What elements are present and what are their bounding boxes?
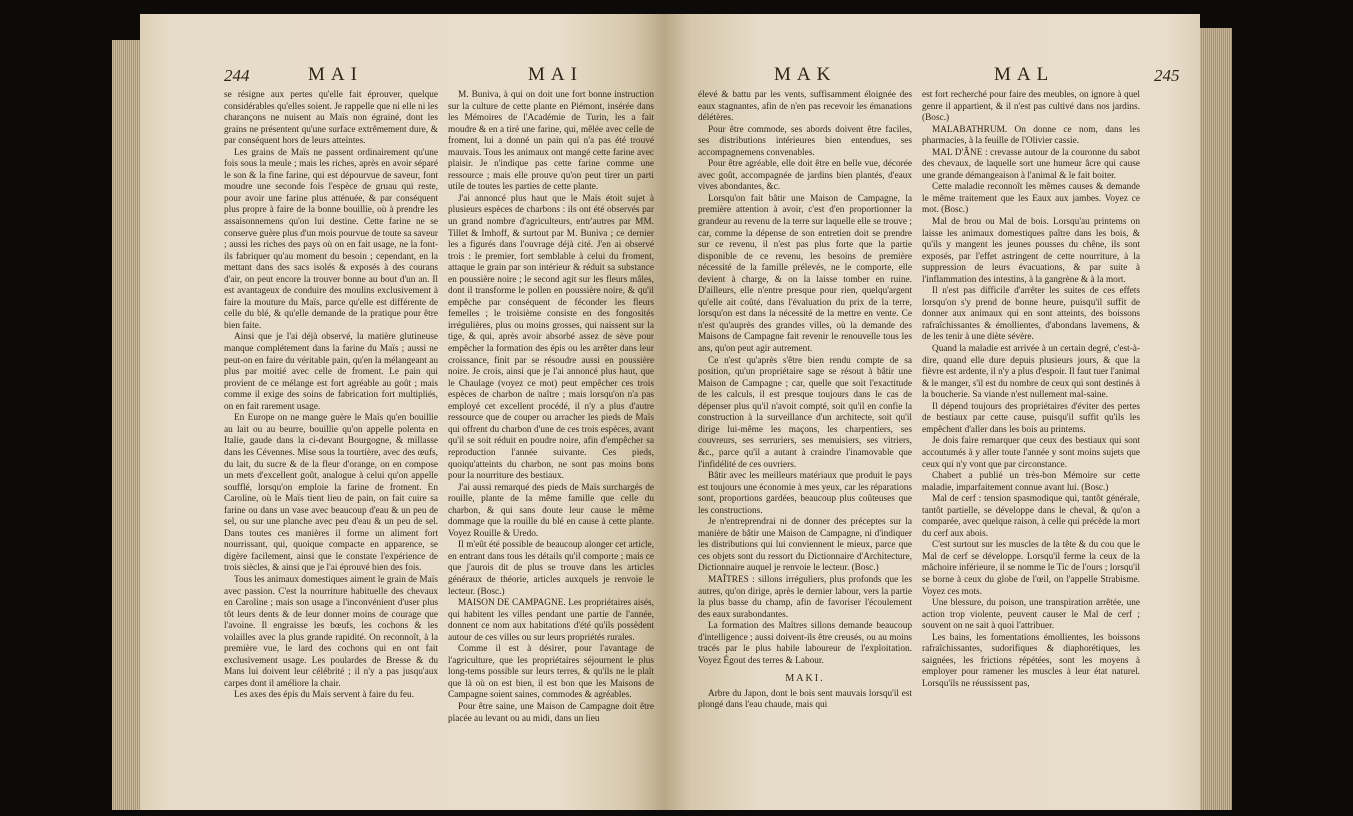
- paragraph: Chabert a publié un très-bon Mémoire sur cette maladie, imparfaitement connue avant lui. (Bosc.): [922, 471, 1140, 493]
- paragraph: La formation des Maîtres sillons demande beaucoup d'intelligence ; aussi doivent-ils être creusés, ou au moins tracés par le plus habile laboureur de l'exploitation. Voyez Égout des terres & Labour.: [698, 621, 912, 666]
- paragraph: M. Buniva, à qui on doit une fort bonne instruction sur la culture de cette plante en Piémont, insérée dans les Mémoires de l'Académie de Turin, les a fait moudre & en a tiré une farine, qui, mêlée avec celle de froment, lui a donné un pain qui n'a pas été trouvé mauvais. Tous les animaux ont mangé cette farine avec plaisir. Je n'indique pas cette farine comme une ressource ; mais elle prouve qu'on peut tirer un parti utile de toutes les parties de cette plante.: [448, 90, 654, 193]
- paragraph: Je dois faire remarquer que ceux des bestiaux qui sont accoutumés à y aller toute l'année y sont moins sujets que ceux qui n'y vont que par circonstance.: [922, 436, 1140, 470]
- left-page-column-1: [224, 90, 438, 702]
- right-page-column-1: [698, 90, 912, 712]
- paragraph: Les grains de Maïs ne passent ordinairement qu'une fois sous la meule ; mais les riches, après en avoir séparé le son & la fine farine, qui est dépourvue de saveur, font moudre une seconde fois l'espèce de gruau qui reste, pour avoir une farine plus atténuée, & par conséquent plus propre à faire de la bonne bouillie, où à prendre les assaisonnemens qu'on lui destine. Cette farine ne se conserve guère plus d'un mois pourvue de toute sa saveur ; aussi les riches des pays où on en fait usage, ne la font-ils fabriquer qu'au moment du besoin ; cependant, en la mettant dans des sacs isolés & exposés à des courans d'air, on peut encore la trouver bonne au bout d'un an. Il est avantageux de conduire des moulins exclusivement à faire la mouture du Maïs, parce qu'elle est différente de celle du blé, & qu'elle demande de la pratique pour être bien faite.: [224, 147, 438, 331]
- paragraph: J'ai annoncé plus haut que le Maïs étoit sujet à plusieurs espèces de charbons : ils ont été observés par un grand nombre d'agriculteurs, entr'autres par MM. Tillet & Imhoff, & surtout par M. Buniva ; ce dernier les a figurés dans l'ouvrage déjà cité. J'en ai observé trois : le premier, fort semblable à celui du froment, attaque le grain par son intérieur & réduit sa substance en poussière noire ; le second agit sur les fleurs mâles, dont il transforme le pollen en poussière noire, & qu'il empêche par conséquent de féconder les fleurs femelles ; le troisième consiste en des fongosités irrégulières, plus ou moins grosses, qui naissent sur la tige, & qui, après avoir absorbé assez de sève pour empêcher la formation des épis ou les arrêter dans leur croissance, finit par se résoudre aussi en poussière noire. Je crois, ainsi que je l'ai annoncé plus haut, que le Chaulage (voyez ce mot) peut empêcher ces trois espèces de charbon de naître ; mais lorsqu'on n'a pas employé cet excellent procédé, il n'y a plus d'autre ressource que de couper ou arracher les pieds de Maïs qui offrent du charbon d'une de ces trois espèces, avant qu'il se soit réduit en poudre noire, afin d'empêcher sa reproduction l'année suivante. Ces pieds, quoiqu'atteints du charbon, ne sont pas moins bons pour la nourriture des bestiaux.: [448, 193, 654, 482]
- paragraph: Pour être commode, ses abords doivent être faciles, ses distributions intérieures bien entendues, ses accompagnemens convenables.: [698, 124, 912, 158]
- right-page: [664, 14, 1200, 810]
- paragraph: Les bains, les fomentations émollientes, les boissons rafraîchissantes, sudorifiques & diaphorétiques, les saignées, les frictions répétées, sont les moyens à employer pour ramener les muscles à leur état naturel. Lorsqu'ils ne réussissent pas,: [922, 632, 1140, 689]
- page-number-left: 244: [224, 66, 250, 85]
- entry-mal-de-cerf: Mal de cerf : tension spasmodique qui, tantôt générale, tantôt partielle, se développe dans le cheval, & qu'on a comparée, avec quelque raison, à celle qui précède la mort du cerf aux abois.: [922, 494, 1140, 539]
- running-header-right-2: MAL: [994, 64, 1055, 85]
- open-book: [140, 14, 1200, 810]
- entry-heading-maki: MAKI.: [785, 673, 825, 685]
- entry-mal-d-ane: MAL D'ÂNE : crevasse autour de la couronne du sabot des chevaux, de laquelle sort une humeur âcre qui cause une grande démangeaison à l'animal & le fait boiter.: [922, 147, 1140, 181]
- paragraph: Lorsqu'on fait bâtir une Maison de Campagne, la première attention à avoir, c'est d'en proportionner la grandeur au revenu de la terre sur laquelle elle se trouve ; car, comme la dépense de son entretien doit se prendre sur ce revenu, il n'est pas plus forte que la partie disponible de ce revenu, les besoins de première nécessité de la famille prélevés, ne le comporte, elle devient à charge, & on la laisse tomber en ruine. D'ailleurs, elle n'entre presque pour rien, quelqu'argent qu'elle ait coûté, dans l'évaluation du prix de la terre, lorsqu'on est dans la nécessité de la mettre en vente. Ce n'est qu'auprès des grandes villes, où la demande des Maisons de Campagne fait revenir le renouvelle tous les ans, qu'on peut agir autrement.: [698, 193, 912, 355]
- running-header-left-1: MAI: [308, 64, 363, 85]
- paragraph: Je n'entreprendrai ni de donner des préceptes sur la manière de bâtir une Maison de Campagne, ni d'indiquer les distributions qui lui conviennent le mieux, parce que ces objets sont du ressort du Dictionnaire d'Architecture, Dictionnaire auquel je renvoie le lecteur. (Bosc.): [698, 517, 912, 574]
- paragraph: Cette maladie reconnoît les mêmes causes & demande le même traitement que les Eaux aux jambes. Voyez ce mot. (Bosc.): [922, 182, 1140, 216]
- running-header-right-1: MAK: [774, 64, 837, 85]
- paragraph: Une blessure, du poison, une transpiration arrêtée, une action trop violente, peuvent causer le Mal de cerf ; souvent on ne sait à quoi l'attribuer.: [922, 598, 1140, 632]
- page-number-right: 245: [1154, 66, 1180, 85]
- running-header-left-2: MAI: [528, 64, 583, 85]
- paragraph: Les axes des épis du Maïs servent à faire du feu.: [234, 690, 414, 701]
- paragraph: Pour être saine, une Maison de Campagne doit être placée au levant ou au midi, dans un lieu: [448, 701, 654, 724]
- entry-maison-de-campagne: MAISON DE CAMPAGNE. Les propriétaires aisés, qui habitent les villes pendant une partie de l'année, donnent ce nom aux habitations d'été qu'ils possèdent autour de ces villes ou sur leurs propriétés rurales.: [448, 598, 654, 643]
- left-page: [140, 14, 664, 810]
- right-page-column-2: [922, 90, 1140, 690]
- paragraph: Quand la maladie est arrivée à un certain degré, c'est-à-dire, quand elle dure depuis plusieurs jours, & que la fièvre est ardente, il n'y a plus d'espoir. Il faut tuer l'animal & le manger, s'il est du nombre de ceux qui sont destinés à la boucherie. Sa viande n'est nullement mal-saine.: [922, 344, 1141, 401]
- left-page-column-2: [448, 90, 654, 725]
- right-page-edges: [1198, 28, 1232, 810]
- paragraph: En Europe on ne mange guère le Maïs qu'en bouillie au lait ou au beurre, bouillie qu'on appelle polenta en Italie, gaude dans la ci-devant Bourgogne, & millasse dans les Cévennes. Mise sous la tourtière, avec des œufs, du lait, du sucre & de la fleur d'orange, on en compose un mets d'excellent goût, analogue à celui qu'on appelle soufflé, lorsqu'on emploie la farine de froment. En Caroline, où le Maïs tient lieu de pain, on fait cuire sa farine ou dans un vase avec beaucoup d'eau & un peu de sel, ou sur une planche avec peu d'eau & un peu de sel. Dans toutes ces manières il forme un aliment fort nourrissant, qui, quoique compacte en apparence, se digère facilement, ainsi que le constate l'expérience de trois siècles, & ainsi que je l'ai éprouvé bien des fois.: [224, 413, 438, 574]
- paragraph: Ainsi que je l'ai déjà observé, la matière glutineuse manque complétement dans la farine du Maïs ; aussi ne peut-on en faire du véritable pain, qu'en la mélangeant au plus par moitié avec celle de froment. Le pain qui provient de ce mélange est fort agréable au goût ; mais comme il exige des soins de fabrication fort multipliés, on en fait rarement usage.: [224, 332, 438, 412]
- paragraph: Bâtir avec les meilleurs matériaux que produit le pays est toujours une économie à mes yeux, car les réparations sont, proportions gardées, beaucoup plus coûteuses que les constructions.: [698, 471, 912, 516]
- paragraph: C'est surtout sur les muscles de la tête & du cou que le Mal de cerf se développe. Lorsqu'il ferme la ceux de la mâchoire inférieure, il se nomme le Tic de l'ours ; lorsqu'il se borne à ceux du globe de l'œil, on l'appelle Strabisme. Voyez ces mots.: [922, 540, 1140, 597]
- paragraph: Pour être agréable, elle doit être en belle vue, décorée avec goût, accompagnée de jardins bien plantés, d'eaux vives abondantes, &c.: [698, 159, 912, 193]
- paragraph: Arbre du Japon, dont le bois sent mauvais lorsqu'il est plongé dans l'eau chaude, mais qui: [698, 688, 912, 711]
- paragraph: est fort recherché pour faire des meubles, on ignore à quel genre il appartient, & il n'est pas cultivé dans nos jardins. (Bosc.): [922, 90, 1140, 124]
- entry-maitres: MAÎTRES : sillons irréguliers, plus profonds que les autres, qu'on dirige, après le dernier labour, vers la partie la plus basse du champ, afin de favoriser l'écoulement des eaux surabondantes.: [698, 574, 912, 620]
- entry-mal-de-brou: Mal de brou ou Mal de bois. Lorsqu'au printems on laisse les animaux domestiques paître dans les bois, & qu'ils y mangent les jeunes pousses du chêne, ils sont exposés, par l'effet astringent de cette nourriture, à la suppression de leurs évacuations, & par suite à l'inflammation des intestins, à la gangrène & à la mort.: [922, 217, 1140, 285]
- paragraph: Il n'est pas difficile d'arrêter les suites de ces effets lorsqu'on s'y prend de bonne heure, puisqu'il suffit de donner aux animaux qui en sont atteints, des boissons rafraîchissantes & émollientes, d'abondans lavemens, & de les tenir à une diète sévère.: [922, 286, 1140, 343]
- paragraph: Tous les animaux domestiques aiment le grain de Maïs avec passion. C'est la nourriture habituelle des chevaux en Caroline ; mais son usage a l'inconvénient d'user plus tôt leurs dents & de leur donner moins de courage que l'avoine. Il engraisse les bœufs, les cochons & les volailles avec la plus grande rapidité. On reconnoît, à la première vue, le lard des cochons qui en ont fait exclusivement usage. Les poulardes de Bresse & du Mans lui doivent leur célébrité ; il n'y a pas jusqu'aux carpes dont il améliore la chair.: [224, 574, 438, 689]
- paragraph: Comme il est à désirer, pour l'avantage de l'agriculture, que les propriétaires séjournent le plus long-tems possible sur leurs terres, & qu'ils ne le plaît que là où on est bien, il est bon que les Maisons de Campagne soient saines, commodes & agréables.: [448, 644, 654, 701]
- paragraph: se résigne aux pertes qu'elle fait éprouver, quelque considérables qu'elles soient. Je rappelle que ni elle ni les charançons ne nuisent au Maïs non égrainé, dont les grains ne présentent qu'une surface extrêmement dure, & par conséquent hors de leurs atteintes.: [224, 90, 438, 147]
- paragraph: Il m'eût été possible de beaucoup alonger cet article, en entrant dans tous les détails qu'il comporte ; mais ce que j'aurois dit de plus se trouve dans les articles généraux de théorie, articles auxquels je renvoie le lecteur. (Bosc.): [448, 540, 654, 597]
- left-page-edges: [112, 40, 142, 810]
- entry-malabathrum: MALABATHRUM. On donne ce nom, dans les pharmacies, à la feuille de l'Olivier cassie.: [922, 124, 1140, 147]
- paragraph: J'ai aussi remarqué des pieds de Maïs surchargés de rouille, plante de la même famille que celle du charbon, & qui sans doute leur cause le même dommage que la rouille du blé en cause à cette plante. Voyez Rouille & Uredo.: [448, 482, 654, 539]
- paragraph: Il dépend toujours des propriétaires d'éviter des pertes de bestiaux par cette cause, puisqu'il suffit qu'ils les empêchent d'aller dans les bois au printems.: [922, 401, 1140, 435]
- paragraph: Ce n'est qu'après s'être bien rendu compte de sa position, qu'un propriétaire sage se résout à bâtir une Maison de Campagne ; car, quelle que soit l'exactitude de les calculs, il est presque toujours dans le cas de dépenser plus qu'il n'avoit compté, soit qu'il en confie la construction à la surveillance d'un architecte, soit qu'il dirige lui-même les maçons, les charpentiers, ses couvreurs, ses serruriers, ses menuisiers, ses vitriers, &c., parce qu'il a autant à craindre l'inamovable que l'infidélité de ces ouvriers.: [698, 355, 912, 470]
- paragraph: élevé & battu par les vents, suffisamment éloignée des eaux stagnantes, afin de n'en pas recevoir les émanations délétères.: [698, 90, 912, 124]
